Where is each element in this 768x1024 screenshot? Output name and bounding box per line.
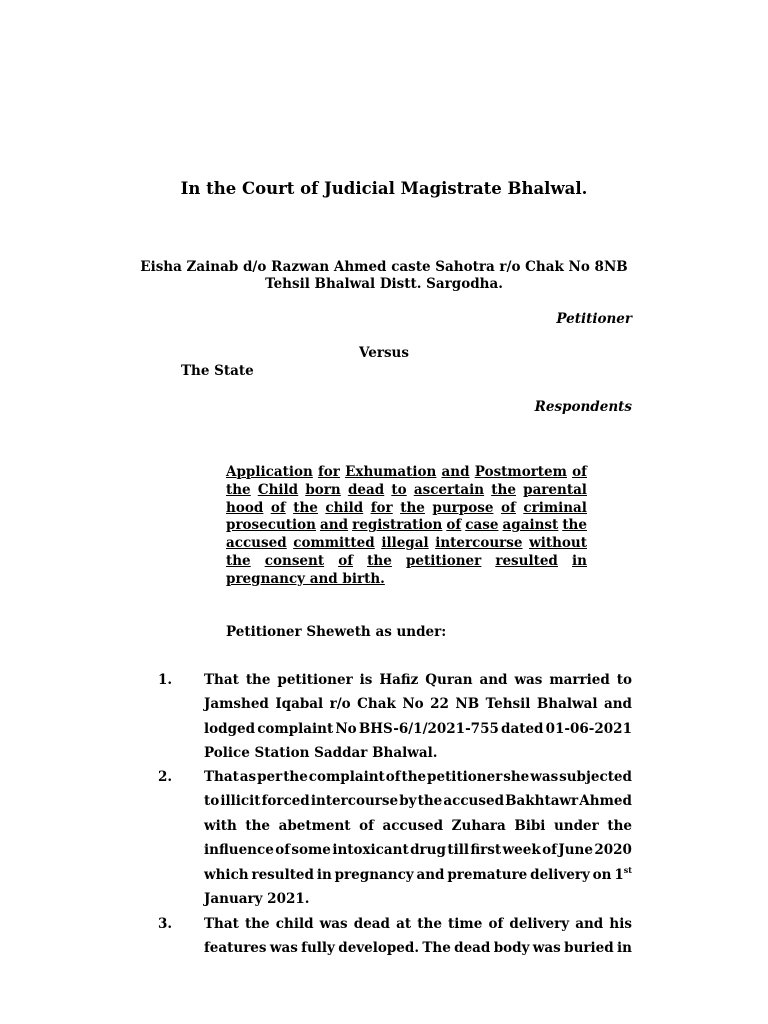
word: the <box>283 769 308 785</box>
word: intercourse <box>310 793 399 810</box>
word: Hafiz <box>379 672 419 688</box>
word: and <box>575 916 604 932</box>
word: the <box>367 552 392 569</box>
word: illicit <box>220 793 261 810</box>
word: dead <box>353 916 390 932</box>
word: Application <box>226 464 313 480</box>
word: the <box>226 552 251 569</box>
word: to <box>391 481 407 498</box>
word: of <box>338 552 354 569</box>
word: Bhalwal <box>536 696 598 713</box>
word: is <box>359 672 373 688</box>
word: Chak <box>357 696 396 713</box>
word: and <box>441 464 470 480</box>
versus-label: Versus <box>359 345 409 361</box>
word: consent <box>264 552 325 569</box>
word: complaint <box>308 769 385 785</box>
word: on <box>592 866 612 883</box>
word: was <box>269 940 298 957</box>
word: the <box>400 499 425 516</box>
word: No <box>335 720 357 737</box>
word: which <box>204 866 249 883</box>
word: Jamshed <box>204 696 269 713</box>
word: the <box>293 499 318 516</box>
word: of <box>572 464 587 480</box>
paragraph-line <box>204 668 632 692</box>
word: the <box>417 793 443 810</box>
word: The <box>422 940 451 957</box>
word: No <box>402 696 424 713</box>
word: of <box>270 499 286 516</box>
word: dead <box>347 481 385 498</box>
paragraph-number: 1. <box>158 672 173 688</box>
paragraph-number: 2. <box>158 769 173 785</box>
word: delivery <box>509 916 570 932</box>
word: subjected <box>559 769 632 785</box>
respondent-role-label: Respondents <box>534 399 632 415</box>
word: born <box>305 481 341 498</box>
word: buried <box>564 940 614 957</box>
word: premature <box>447 866 528 883</box>
paragraph-line <box>204 765 632 789</box>
word: and <box>416 866 445 883</box>
word: complaint <box>257 720 334 737</box>
word: was <box>319 916 348 932</box>
word: and <box>320 517 349 534</box>
word: dead <box>454 940 491 957</box>
application-heading-line <box>226 517 587 535</box>
word: the <box>245 817 271 834</box>
word: was <box>530 769 559 785</box>
word: features <box>204 940 267 957</box>
word: resulted <box>495 552 558 569</box>
word: of <box>446 517 462 534</box>
word: by <box>399 793 417 810</box>
paragraph-number: 3. <box>158 916 173 932</box>
word: illegal <box>381 535 429 552</box>
word: some <box>291 842 331 859</box>
word: prosecution <box>226 517 316 534</box>
ordinal-suffix: st <box>623 864 632 875</box>
word: petitioner <box>427 769 503 785</box>
application-heading-line <box>226 535 587 553</box>
word: and <box>479 672 508 688</box>
word: 1st <box>614 864 632 883</box>
word: against <box>502 517 559 534</box>
word: week <box>502 842 541 859</box>
sheweth-heading: Petitioner Sheweth as under: <box>226 624 447 640</box>
word: of <box>385 769 401 785</box>
paragraph-line <box>204 912 632 936</box>
paragraph-line <box>204 789 632 813</box>
word: the <box>417 916 442 932</box>
petitioner-details-line-2: Tehsil Bhalwal Distt. Sargodha. <box>265 276 503 292</box>
word: in <box>617 940 632 957</box>
paragraph-body <box>204 668 632 766</box>
word: committed <box>293 535 375 552</box>
word: of <box>359 817 374 834</box>
word: per <box>257 769 283 785</box>
application-heading-line <box>226 482 587 500</box>
word: Exhumation <box>345 464 437 480</box>
word: as <box>239 769 257 785</box>
word: Child <box>257 481 299 498</box>
paragraph-line-with-ordinal <box>204 863 632 887</box>
word: of <box>275 842 291 859</box>
court-title: In the Court of Judicial Magistrate Bhalwal. <box>180 179 588 198</box>
word: petitioner <box>277 672 353 688</box>
word: for <box>317 464 340 480</box>
paragraph-line: January 2021. <box>204 890 310 907</box>
word: forced <box>261 793 310 810</box>
application-heading-line <box>226 553 587 571</box>
word: accused <box>443 793 505 810</box>
word: was <box>514 672 543 688</box>
paragraph-body <box>204 765 632 911</box>
word: parental <box>523 481 587 498</box>
word: Tehsil <box>485 696 531 713</box>
word: Quran <box>425 672 473 688</box>
paragraph-line: Police Station Saddar Bhalwal. <box>204 745 438 762</box>
word: Bakhtawr <box>505 793 579 810</box>
word: fully <box>301 940 335 957</box>
word: the <box>562 517 587 534</box>
word: petitioner <box>405 552 482 569</box>
word: till <box>447 842 469 859</box>
word: dated <box>501 720 544 737</box>
word: hood <box>226 499 264 516</box>
word: Bibi <box>514 817 546 834</box>
word: registration <box>352 517 443 534</box>
word: in <box>572 552 587 569</box>
word: was <box>532 940 561 957</box>
word: delivery <box>530 866 590 883</box>
word: June <box>558 842 593 859</box>
word: in <box>316 866 332 883</box>
word: intercourse <box>435 535 523 552</box>
word: the <box>226 481 251 498</box>
paragraph-line <box>204 814 632 838</box>
word: the <box>245 672 271 688</box>
word: with <box>204 817 237 834</box>
word: child <box>275 916 314 932</box>
word: Postmortem <box>474 464 567 480</box>
application-heading-line: pregnancy and birth. <box>226 570 385 587</box>
word: developed. <box>338 940 420 957</box>
word: under <box>553 817 599 834</box>
paragraph-line <box>204 838 632 862</box>
word: without <box>529 535 587 552</box>
word: abetment <box>278 817 351 834</box>
word: at <box>396 916 412 932</box>
word: the <box>245 916 270 932</box>
application-heading-line <box>226 464 587 482</box>
paragraph-line <box>204 717 632 741</box>
word: his <box>609 916 632 932</box>
word: That <box>204 672 239 688</box>
word: of <box>500 499 516 516</box>
word: resulted <box>251 866 314 883</box>
paragraph-body <box>204 912 632 961</box>
paragraph-line <box>204 692 632 716</box>
word: the <box>401 769 427 785</box>
word: 01-06-2021 <box>545 720 632 737</box>
word: intoxicant <box>332 842 409 859</box>
application-heading <box>226 464 587 589</box>
word: case <box>465 517 499 534</box>
word: accused <box>226 535 287 552</box>
word: married <box>549 672 610 688</box>
word: purpose <box>432 499 494 516</box>
word: That <box>204 769 239 785</box>
word: 2020 <box>594 842 632 859</box>
word: That <box>204 916 239 932</box>
respondent-name: The State <box>181 363 254 379</box>
word: for <box>370 499 393 516</box>
word: the <box>491 481 516 498</box>
word: Zuhara <box>451 817 506 834</box>
word: NB <box>455 696 480 713</box>
word: and <box>603 696 632 713</box>
word: accused <box>382 817 444 834</box>
word: Ahmed <box>579 793 632 810</box>
word: influence <box>204 842 274 859</box>
word: body <box>493 940 530 957</box>
word: the <box>607 817 632 834</box>
word: lodged <box>204 720 256 737</box>
word: to <box>616 672 632 688</box>
word: r/o <box>329 696 351 713</box>
word: to <box>204 793 220 810</box>
word: 22 <box>430 696 449 713</box>
petitioner-role-label: Petitioner <box>556 311 632 327</box>
word: of <box>488 916 504 932</box>
word: criminal <box>523 499 587 516</box>
word: child <box>325 499 364 516</box>
word: time <box>448 916 483 932</box>
petitioner-details-line-1: Eisha Zainab d/o Razwan Ahmed caste Sahotra r/o Chak No 8NB <box>140 259 628 275</box>
paragraph-line <box>204 936 632 960</box>
word: BHS-6/1/2021-755 <box>358 720 499 737</box>
word: Iqabal <box>275 696 324 713</box>
word: first <box>470 842 502 859</box>
word: pregnancy <box>334 866 414 883</box>
word: ascertain <box>413 481 485 498</box>
word: of <box>542 842 557 859</box>
word: drug <box>410 842 446 859</box>
application-heading-line <box>226 500 587 518</box>
word: she <box>503 769 530 785</box>
